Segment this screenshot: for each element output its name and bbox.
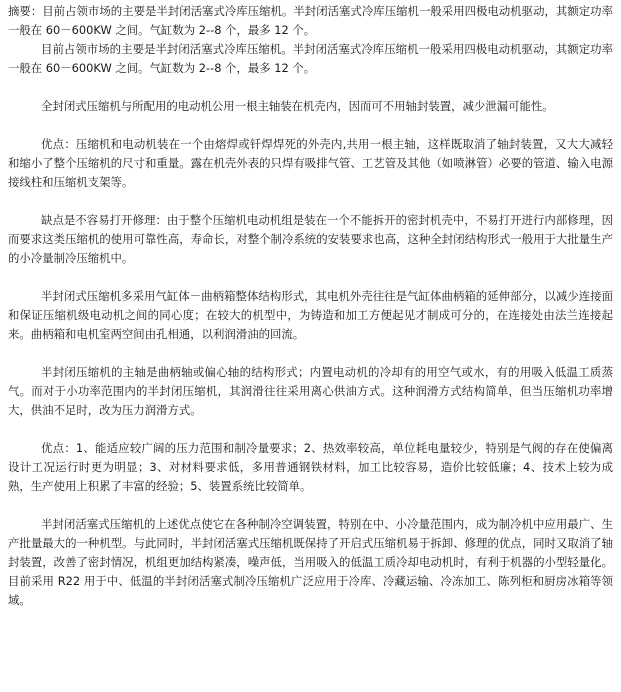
paragraph-applications: 半封闭活塞式压缩机的上述优点使它在各种制冷空调装置，特别在中、小冷量范围内，成为制冷机中应用最广、生产批量最大的一种机型。与此同时，半封闭活塞式压缩机既保持了开启式压缩机易于拆卸、修理的优点，同时又取消了轴封装置，改善了密封情况，机组更加结构紧凑，噪声低，当用吸入的低温工质冷却电动机时，有利于机器的小型轻量化。目前采用 R22 用于中、低温的半封闭活塞式制冷压缩机广泛应用于冷库、冷藏运输、冷冻加工、陈列柜和厨房冰箱等领域。: [8, 517, 613, 607]
paragraph-semi-hermetic-structure: 半封闭式压缩机多采用气缸体－曲柄箱整体结构形式，其电机外壳往往是气缸体曲柄箱的延伸部分，以减少连接面和保证压缩机级电动机之间的同心度；在较大的机型中，为铸造和加工方便起见才制成可分的，在连接处由法兰连接起来。曲柄箱和电机室两空间由孔相通，以利润滑油的回流。: [8, 289, 613, 341]
abstract-text: 目前占领市场的主要是半封闭活塞式冷库压缩机。半封闭活塞式冷库压缩机一般采用四极电动机驱动，其额定功率一般在 60－600KW 之间。气缸数为 2--8 个，最多 12 个。: [8, 4, 613, 37]
abstract-paragraph: [8, 2, 613, 40]
paragraph-hermetic-advantages: 优点：压缩机和电动机装在一个由熔焊或钎焊焊死的外壳内,共用一根主轴，这样既取消了轴封装置，又大大减轻和缩小了整个压缩机的尺寸和重量。露在机壳外表的只焊有吸排气管、工艺管及其他（如喷淋管）必要的管道、输入电源接线柱和压缩机支架等。: [8, 137, 613, 189]
paragraph-semi-hermetic-advantages: 优点：1、能适应较广阔的压力范围和制冷量要求；2、热效率较高，单位耗电量较少，特别是气阀的存在使偏离设计工况运行时更为明显；3、对材料要求低，多用普通钢铁材料，加工比较容易，造价比较低廉；4、技术上较为成熟，生产使用上积累了丰富的经验；5、装置系统比较简单。: [8, 441, 613, 493]
paragraph-hermetic-disadvantages: 缺点是不容易打开修理：由于整个压缩机电动机组是装在一个不能拆开的密封机壳中，不易打开进行内部修理，因而要求这类压缩机的使用可靠性高，寿命长，对整个制冷系统的安装要求也高，这种全封闭结构形式一般用于大批量生产的小冷量制冷压缩机中。: [8, 213, 613, 265]
abstract-label: 摘要：: [8, 4, 43, 18]
paragraph-hermetic-definition: 全封闭式压缩机与所配用的电动机公用一根主轴装在机壳内，因而可不用轴封装置，减少泄漏可能性。: [41, 99, 554, 113]
paragraph-market-overview: 目前占领市场的主要是半封闭活塞式冷库压缩机。半封闭活塞式冷库压缩机一般采用四极电动机驱动，其额定功率一般在 60－600KW 之间。气缸数为 2--8 个，最多 12 个。: [8, 42, 613, 75]
paragraph-semi-hermetic-shaft: 半封闭压缩机的主轴是曲柄轴或偏心轴的结构形式；内置电动机的冷却有的用空气或水，有的用吸入低温工质蒸气。而对于小功率范围内的半封闭压缩机，其润滑往往采用离心供油方式。这种润滑方式结构简单，但当压缩机功率增大，供油不足时，改为压力润滑方式。: [8, 365, 613, 417]
